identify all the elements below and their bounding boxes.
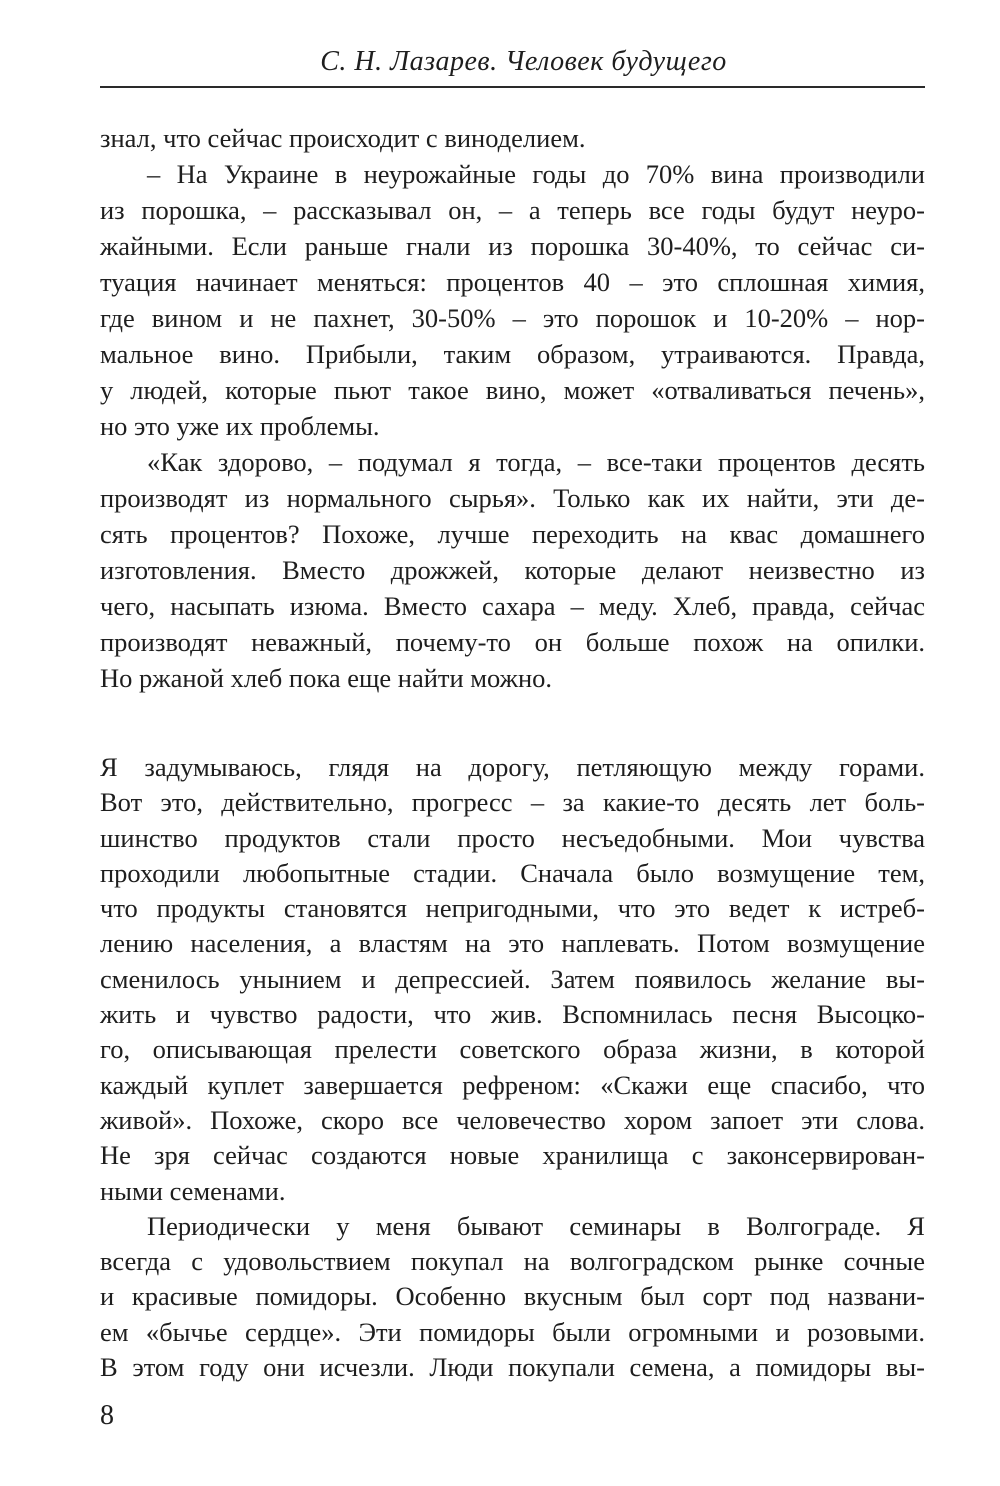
text-line: го, описывающая прелести советского образа жизни, в которой (100, 1034, 925, 1065)
text-line: живой». Похоже, скоро все человечество хором запоет эти слова. (100, 1104, 925, 1135)
text-line: но это уже их проблемы. (100, 411, 380, 441)
text-line: Я задумываюсь, глядя на дорогу, петляющую между горами. (100, 752, 925, 782)
text-line: сять процентов? Похоже, лучше переходить на квас домашнего (100, 519, 925, 549)
text-line: Вот это, действительно, прогресс – за какие-то десять лет боль- (100, 787, 925, 818)
text-line: жить и чувство радости, что жив. Вспомнилась песня Высоцко- (100, 999, 925, 1030)
header-rule (100, 86, 925, 88)
paragraph (100, 120, 925, 156)
text-line: мальное вино. Прибыли, таким образом, утраиваются. Правда, (100, 339, 925, 369)
text-block-upper (100, 120, 925, 696)
text-line: где вином и не пахнет, 30-50% – это порошок и 10-20% – нор- (100, 303, 925, 333)
text-line: производят неважный, почему-то он больше похож на опилки. (100, 627, 925, 657)
text-line: сменилось унынием и депрессией. Затем появилось желание вы- (100, 963, 925, 994)
text-line: жайными. Если раньше гнали из порошка 30-40%, то сейчас си- (100, 231, 925, 261)
text-line: что продукты становятся непригодными, что это ведет к истреб- (100, 893, 925, 924)
text-line: чего, насыпать изюма. Вместо сахара – меду. Хлеб, правда, сейчас (100, 591, 925, 621)
text-line: – На Украине в неурожайные годы до 70% вина производили (147, 159, 925, 189)
text-line: знал, что сейчас происходит с виноделием. (100, 123, 586, 153)
text-line: Но ржаной хлеб пока еще найти можно. (100, 663, 553, 693)
text-line: и красивые помидоры. Особенно вкусным был сорт под названи- (100, 1281, 925, 1312)
text-line: лению населения, а властям на это наплевать. Потом возмущение (100, 928, 925, 959)
running-header: С. Н. Лазарев. Человек будущего (320, 46, 727, 77)
text-line: изготовления. Вместо дрожжей, которые делают неизвестно из (100, 555, 925, 585)
text-line: «Как здорово, – подумал я тогда, – все-таки процентов десять (147, 447, 925, 477)
text-line: Не зря сейчас создаются новые хранилища с законсервирован- (100, 1140, 925, 1171)
page-number: 8 (100, 1400, 114, 1431)
text-line: каждый куплет завершается рефреном: «Скажи еще спасибо, что (100, 1069, 925, 1100)
text-line: у людей, которые пьют такое вино, может «отваливаться печень», (100, 375, 925, 405)
text-block-lower (100, 750, 925, 1385)
text-line: всегда с удовольствием покупал на волгоградском рынке сочные (100, 1246, 925, 1277)
text-line: ными семенами. (100, 1175, 286, 1206)
paragraph (100, 156, 925, 444)
paragraph (100, 1209, 925, 1385)
text-line: Периодически у меня бывают семинары в Волгограде. Я (147, 1210, 925, 1241)
text-line: ем «бычье сердце». Эти помидоры были огромными и розовыми. (100, 1316, 925, 1347)
text-line: из порошка, – рассказывал он, – а теперь все годы будут неуро- (100, 195, 925, 225)
text-line: туация начинает меняться: процентов 40 – это сплошная химия, (100, 267, 925, 297)
text-line: проходили любопытные стадии. Сначала было возмущение тем, (100, 857, 925, 888)
text-line: производят из нормального сырья». Только как их найти, эти де- (100, 483, 925, 513)
text-line: шинство продуктов стали просто несъедобными. Мои чувства (100, 822, 925, 853)
text-line: В этом году они исчезли. Люди покупали семена, а помидоры вы- (100, 1352, 925, 1383)
paragraph (100, 444, 925, 696)
paragraph (100, 750, 925, 1209)
